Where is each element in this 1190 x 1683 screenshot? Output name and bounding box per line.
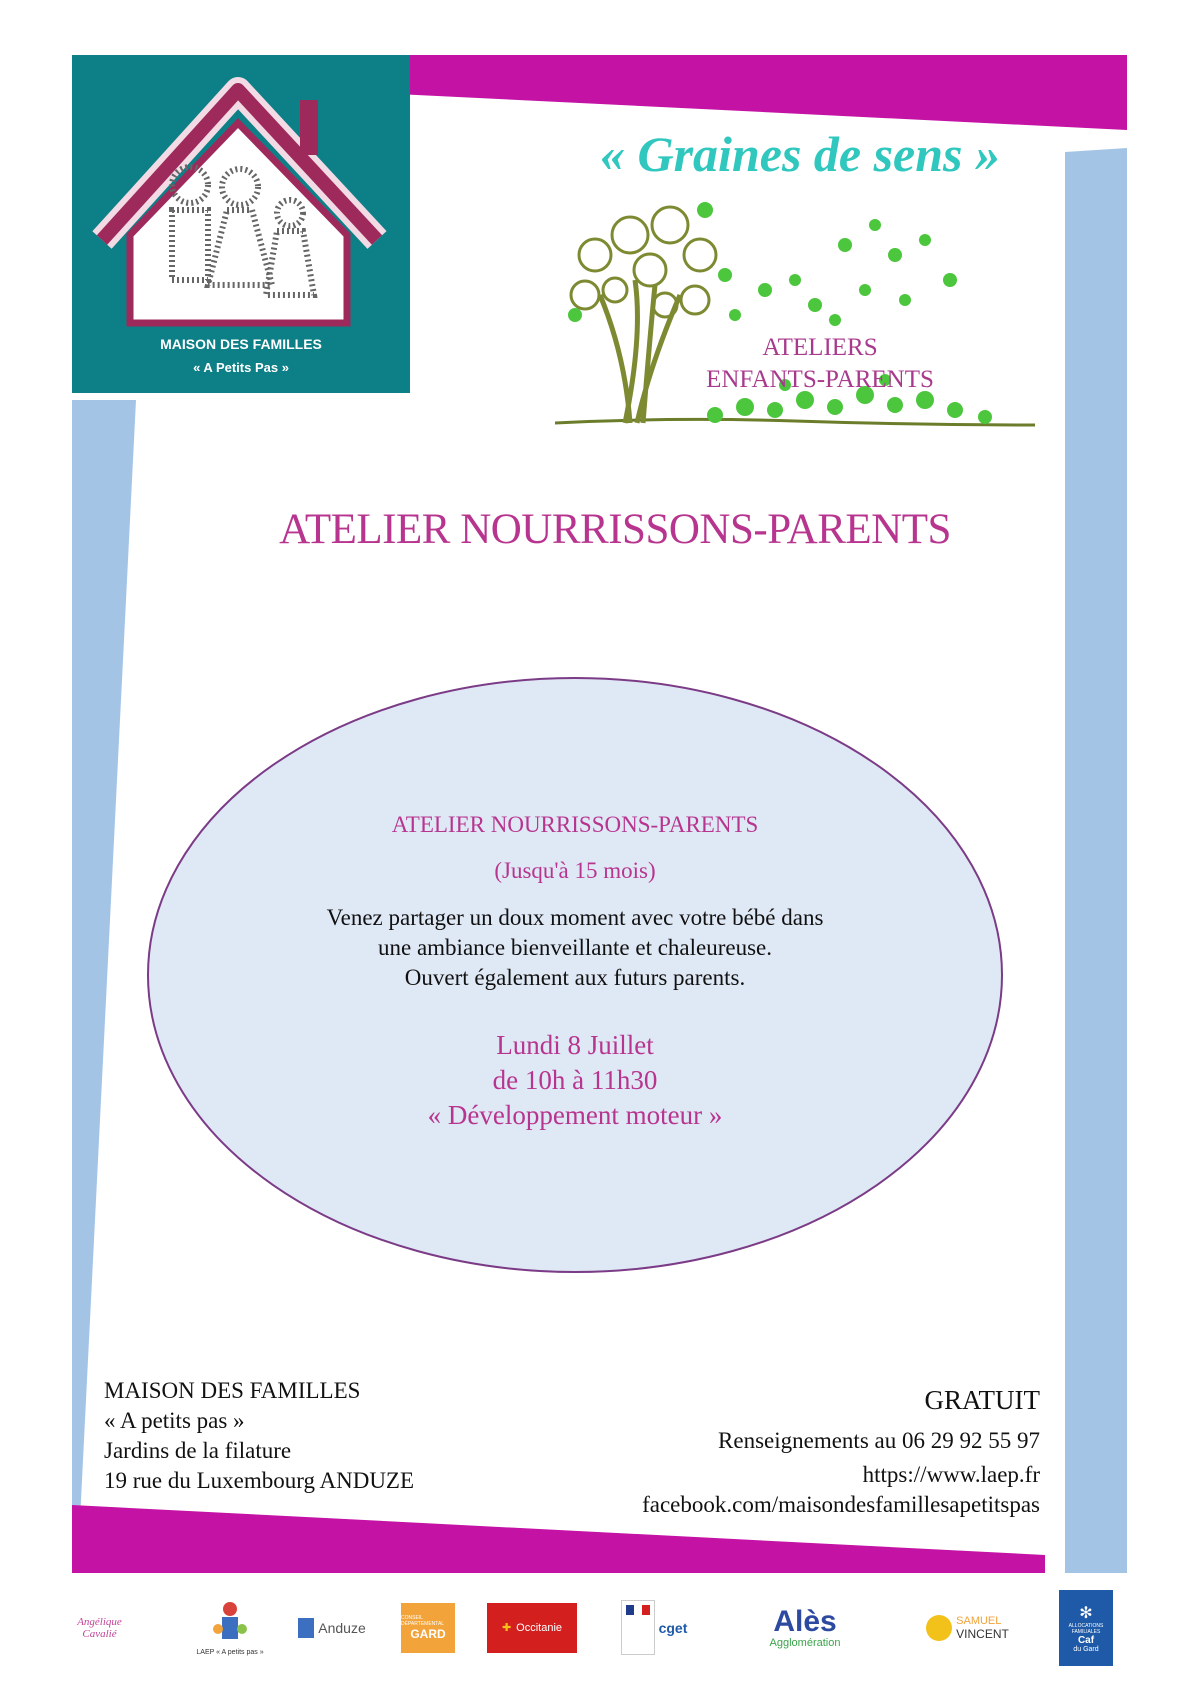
samuel-vincent-emblem-icon xyxy=(926,1615,952,1641)
address-line3: Jardins de la filature xyxy=(104,1438,292,1463)
samuel-text: SAMUEL xyxy=(956,1614,1002,1627)
gard-small-text: CONSEIL DÉPARTEMENTAL xyxy=(401,1614,445,1627)
occitanie-badge xyxy=(487,1603,577,1653)
logo-label: MAISON DES FAMILLES xyxy=(160,336,322,352)
occitanie-text: Occitanie xyxy=(516,1621,563,1634)
occitanie-logo xyxy=(486,1590,578,1665)
anduze-logo xyxy=(292,1590,372,1665)
description xyxy=(150,903,1000,993)
page-title: ATELIER NOURRISSONS-PARENTS xyxy=(279,506,951,553)
logo-sublabel: « A Petits Pas » xyxy=(193,360,289,375)
cget-text: cget xyxy=(658,1619,688,1636)
gard-badge xyxy=(401,1603,455,1653)
program-subtitle xyxy=(660,332,980,396)
laep-logo xyxy=(195,1590,265,1665)
event-theme: « Développement moteur » xyxy=(427,1100,723,1130)
caf-text: Caf xyxy=(1077,1634,1095,1646)
gard-text: GARD xyxy=(410,1626,446,1641)
address-line1: MAISON DES FAMILLES xyxy=(104,1378,361,1403)
anduze-shield-icon xyxy=(298,1618,314,1638)
tree-illustration xyxy=(555,195,1035,445)
event-time: de 10h à 11h30 xyxy=(492,1065,658,1095)
event-details xyxy=(150,1028,1000,1133)
angelique-cavalie-logo xyxy=(72,1590,127,1665)
price-label: GRATUIT xyxy=(924,1385,1040,1415)
anduze-text: Anduze xyxy=(318,1619,366,1636)
ales-subtext: Agglomération xyxy=(769,1636,841,1649)
gard-logo xyxy=(400,1590,456,1665)
caf-badge xyxy=(1059,1590,1113,1666)
address-line4: 19 rue du Luxembourg ANDUZE xyxy=(104,1468,415,1493)
program-subtitle-line1: ATELIERS xyxy=(762,334,878,361)
oval-heading: ATELIER NOURRISSONS-PARENTS xyxy=(391,812,759,837)
vincent-text: VINCENT xyxy=(956,1626,1009,1641)
cget-logo xyxy=(618,1590,690,1665)
website-link[interactable]: https://www.laep.fr xyxy=(862,1462,1040,1487)
caf-logo xyxy=(1058,1590,1114,1665)
caf-emblem-icon: ✻ xyxy=(1079,1604,1093,1622)
description-line3: Ouvert également aux futurs parents. xyxy=(404,965,746,990)
description-line2: une ambiance bienveillante et chaleureuse. xyxy=(378,935,772,960)
caf-label: ALLOCATIONS FAMILIALES xyxy=(1068,1622,1104,1635)
ales-text: Alès xyxy=(773,1604,837,1638)
ales-logo xyxy=(755,1590,855,1665)
republique-francaise-icon xyxy=(621,1600,655,1655)
samuel-vincent-logo xyxy=(920,1590,1015,1665)
phone-info: Renseignements au 06 29 92 55 97 xyxy=(718,1428,1040,1453)
description-line1: Venez partager un doux moment avec votre bébé dans xyxy=(326,905,824,930)
address-line2: « A petits pas » xyxy=(104,1408,245,1433)
occitanie-cross-icon: ✚ xyxy=(501,1622,512,1634)
angelique-cavalie-text: Angélique Cavalié xyxy=(77,1615,122,1640)
laep-figure-icon xyxy=(210,1599,250,1649)
facebook-link[interactable]: facebook.com/maisondesfamillesapetitspas xyxy=(642,1492,1040,1517)
caf-subtext: du Gard xyxy=(1073,1645,1099,1653)
laep-text: LAEP « A petits pas » xyxy=(196,1649,264,1656)
program-title: « Graines de sens » xyxy=(599,126,1001,182)
program-subtitle-line2: ENFANTS-PARENTS xyxy=(706,366,934,393)
age-range: (Jusqu'à 15 mois) xyxy=(494,858,656,883)
event-date: Lundi 8 Juillet xyxy=(496,1030,654,1060)
